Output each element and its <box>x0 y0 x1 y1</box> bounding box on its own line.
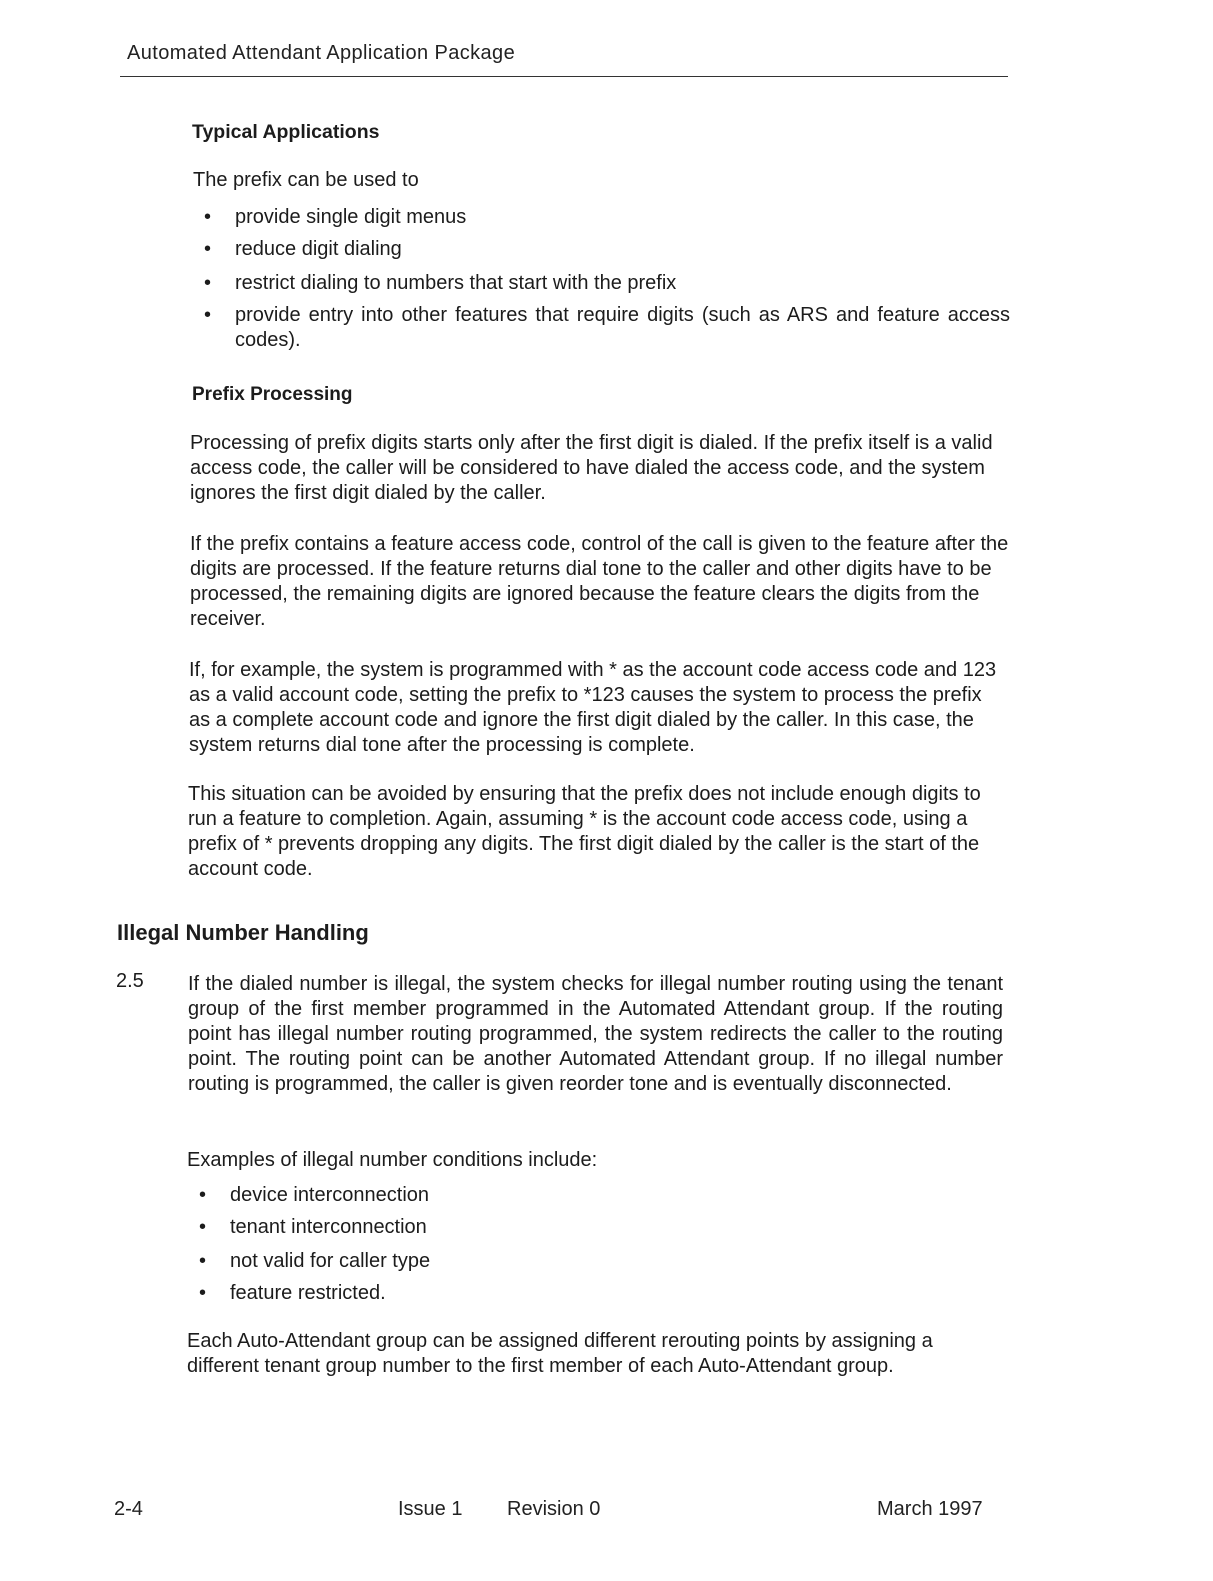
bullet-icon: • <box>204 238 212 260</box>
bullet-icon: • <box>199 1250 207 1272</box>
illegal-conditions-list <box>187 1183 787 1306</box>
illegal-number-paragraph: If the dialed number is illegal, the system checks for illegal number routing using the tenant group of the first member programmed in the Automated Attendant group. If the routing point has illegal number routing programmed, the system redirects the caller to the routing point. The routing point can be another Automated Attendant group. If no illegal number routing is programmed, the caller is given reorder tone and is eventually disconnected. <box>188 973 1003 1095</box>
prefix-paragraph-2: If the prefix contains a feature access code, control of the call is given to the feature after the digits are processed. If the feature returns dial tone to the caller and other digits have to be processed, the remaining digits are ignored because the feature clears the digits from the receiver. <box>190 533 1009 630</box>
prefix-paragraph-3: If, for example, the system is programmed with * as the account code access code and 123 as a valid account code, setting the prefix to *123 causes the system to process the prefix as a complete account code and ignore the first digit dialed by the caller. In this case, the system returns dial tone after the processing is complete. <box>189 659 997 756</box>
list-item: • restrict dialing to numbers that start with the prefix <box>204 272 677 294</box>
typical-applications-intro: The prefix can be used to <box>193 169 419 191</box>
section-title: Illegal Number Handling <box>117 920 369 945</box>
typical-applications-heading: Typical Applications <box>192 121 380 143</box>
closing-paragraph: Each Auto-Attendant group can be assigned different rerouting points by assigning a different tenant group number to the first member of each Auto-Attendant group. <box>187 1330 933 1377</box>
bullet-icon: • <box>199 1216 207 1238</box>
footer-date: March 1997 <box>877 1498 983 1520</box>
bullet-icon: • <box>204 304 212 326</box>
list-item: • device interconnection <box>199 1184 430 1206</box>
footer-page-number: 2-4 <box>114 1498 143 1520</box>
prefix-paragraph-4: This situation can be avoided by ensuring that the prefix does not include enough digits to run a feature to completion. Again, assuming * is the account code access code, using a prefix of * prevents dropping any digits. The first digit dialed by the caller is the start of the account code. <box>188 783 981 880</box>
bullet-icon: • <box>199 1282 207 1304</box>
prefix-processing-heading: Prefix Processing <box>192 384 353 405</box>
section-number: 2.5 <box>116 970 144 992</box>
footer-revision: Revision 0 <box>507 1498 601 1520</box>
list-item: • tenant interconnection <box>199 1216 427 1238</box>
typical-applications-list <box>192 205 1010 353</box>
examples-intro: Examples of illegal number conditions include: <box>187 1149 598 1171</box>
bullet-icon: • <box>199 1184 207 1206</box>
list-item: • reduce digit dialing <box>204 238 402 260</box>
footer-issue: Issue 1 <box>398 1498 463 1520</box>
list-item: • provide single digit menus <box>204 206 467 228</box>
list-item: • feature restricted. <box>199 1282 386 1304</box>
prefix-paragraph-1: Processing of prefix digits starts only after the first digit is dialed. If the prefix itself is a valid access code, the caller will be considered to have dialed the access code, and the system ignores the first digit dialed by the caller. <box>190 432 993 504</box>
list-item: • provide entry into other features that require digits (such as ARS and feature access codes). <box>204 304 1010 351</box>
bullet-icon: • <box>204 206 212 228</box>
running-header: Automated Attendant Application Package <box>127 42 516 64</box>
header-divider <box>120 76 1008 77</box>
bullet-icon: • <box>204 272 212 294</box>
list-item: • not valid for caller type <box>199 1250 431 1272</box>
